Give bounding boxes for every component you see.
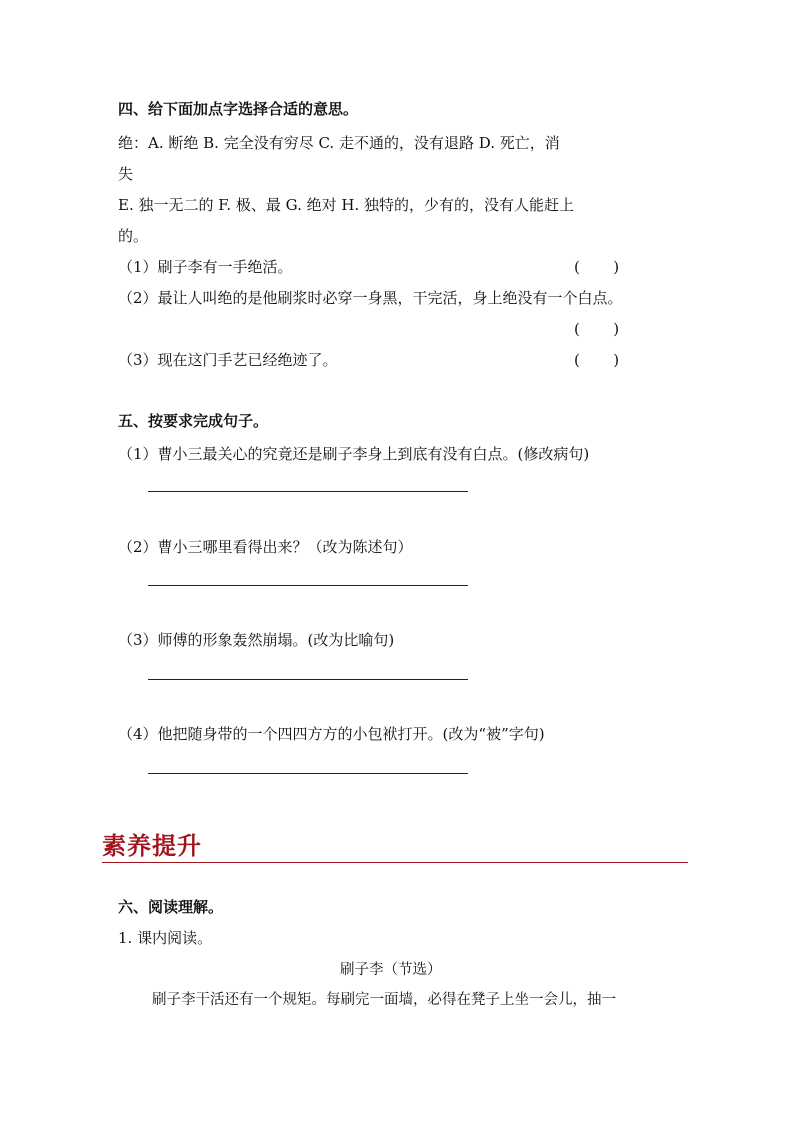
q6-title: 六、阅读理解。 bbox=[118, 898, 224, 916]
q5-answer-line-3[interactable] bbox=[148, 679, 468, 680]
q4-options-line-2: E. 独一无二的 F. 极、最 G. 绝对 H. 独特的，少有的，没有人能赶上 bbox=[118, 196, 575, 214]
q4-answer-paren-3[interactable]: ( ) bbox=[574, 351, 620, 369]
q5-answer-line-2[interactable] bbox=[148, 585, 468, 586]
q5-answer-line-4[interactable] bbox=[148, 773, 468, 774]
q4-options-line-1: 绝：A. 断绝 B. 完全没有穷尽 C. 走不通的，没有退路 D. 死亡，消 bbox=[118, 134, 560, 152]
section-divider bbox=[102, 862, 688, 863]
q4-answer-paren-2[interactable]: ( ) bbox=[574, 320, 620, 338]
passage-title: 刷子李（节选） bbox=[340, 962, 442, 978]
q4-title: 四、给下面加点字选择合适的意思。 bbox=[118, 100, 359, 118]
q5-item-3: （3）师傅的形象轰然崩塌。(改为比喻句) bbox=[118, 631, 395, 649]
q5-answer-line-1[interactable] bbox=[148, 491, 468, 492]
q4-options-line-1-cont: 失 bbox=[118, 165, 134, 183]
q5-item-1: （1）曹小三最关心的究竟还是刷子李身上到底有没有白点。(修改病句) bbox=[118, 445, 590, 463]
passage-line-1: 刷子李干活还有一个规矩。每刷完一面墙，必得在凳子上坐一会儿，抽一 bbox=[152, 992, 616, 1008]
q4-options-line-2-cont: 的。 bbox=[118, 227, 149, 245]
q4-item-1: （1）刷子李有一手绝活。 bbox=[118, 258, 293, 276]
section-title: 素养提升 bbox=[102, 831, 202, 860]
q4-item-2: （2）最让人叫绝的是他刷浆时必穿一身黑，干完活，身上绝没有一个白点。 bbox=[118, 289, 623, 307]
q4-answer-paren-1[interactable]: ( ) bbox=[574, 258, 620, 276]
q4-item-3: （3）现在这门手艺已经绝迹了。 bbox=[118, 351, 338, 369]
q5-item-2: （2）曹小三哪里看得出来？（改为陈述句） bbox=[118, 538, 413, 556]
q6-subtitle: 1. 课内阅读。 bbox=[118, 929, 213, 947]
q5-title: 五、按要求完成句子。 bbox=[118, 412, 269, 430]
q5-item-4: （4）他把随身带的一个四四方方的小包袱打开。(改为“被”字句) bbox=[118, 725, 545, 743]
